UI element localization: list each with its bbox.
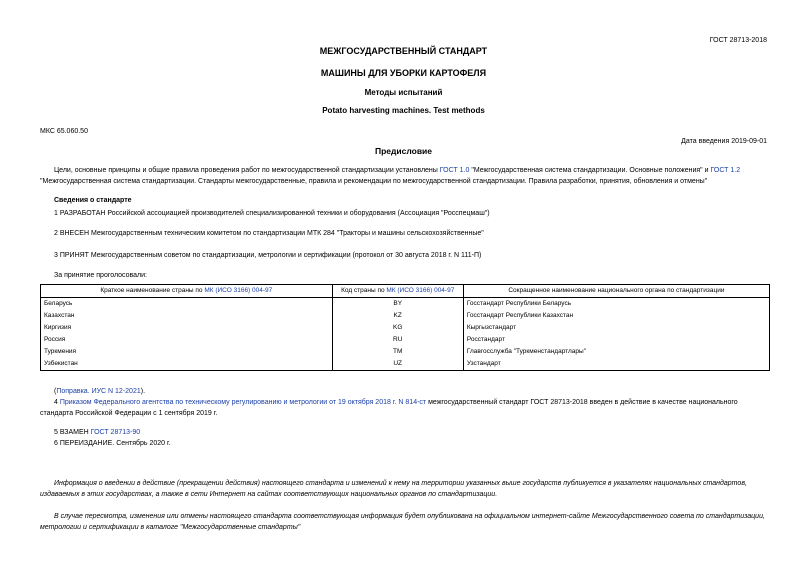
introduction-date: Дата введения 2019-09-01 — [681, 138, 767, 145]
preface-text: Цели, основные принципы и общие правила проведения работ по межгосударственной стандартизации установлены — [54, 167, 440, 174]
country-cell: Киргизия — [41, 322, 333, 334]
country-code-cell: RU — [332, 334, 463, 346]
table-header-row — [41, 285, 770, 298]
table-row — [41, 298, 770, 311]
table-row — [41, 334, 770, 346]
gost-1-2-link[interactable]: ГОСТ 1.2 — [710, 167, 741, 174]
standard-info-heading: Сведения о стандарте — [54, 197, 132, 204]
authority-cell: Главгосслужба "Туркменстандартлары" — [463, 346, 769, 358]
authority-cell: Кыргызстандарт — [463, 322, 769, 334]
publication-info: Информация о введении в действие (прекращении действия) настоящего стандарта и изменений к нему на территории указанных выше государств публикуется в указателях национальных стандартов, издаваемых в этих государствах, а также в сети Интернет на сайтах соответствующих национальных органов по стандартизации. — [40, 480, 747, 498]
amendment-link[interactable]: Поправка. ИУС N 12-2021 — [56, 388, 141, 395]
country-code-cell: KZ — [332, 310, 463, 322]
document-code: ГОСТ 28713-2018 — [709, 37, 767, 44]
mk-iso-link[interactable]: МК (ИСО 3166) 004-97 — [386, 287, 455, 294]
english-title: Potato harvesting machines. Test methods — [322, 106, 485, 115]
item-number: 4 — [54, 399, 60, 406]
table-row — [41, 310, 770, 322]
info-item-6: 6 ПЕРЕИЗДАНИЕ. Сентябрь 2020 г. — [54, 440, 171, 447]
preface-text: "Межгосударственная система стандартизации. Основные положения" и — [469, 167, 711, 174]
document-subtitle: Методы испытаний — [364, 88, 443, 97]
country-cell: Туркмения — [41, 346, 333, 358]
amendment-note — [54, 387, 145, 396]
info-item-3: 3 ПРИНЯТ Межгосударственным советом по стандартизации, метрологии и сертификации (протокол от 30 августа 2018 г. N 111-П) — [54, 252, 482, 259]
column-header-country — [41, 285, 333, 298]
item-text: 5 ВЗАМЕН — [54, 429, 91, 436]
preface-heading: Предисловие — [374, 146, 433, 156]
preface-paragraph — [40, 165, 770, 187]
authority-cell: Госстандарт Республики Беларусь — [463, 298, 769, 311]
info-item-4 — [40, 397, 770, 419]
standard-type: МЕЖГОСУДАРСТВЕННЫЙ СТАНДАРТ — [319, 46, 488, 56]
country-cell: Россия — [41, 334, 333, 346]
gost-28713-90-link[interactable]: ГОСТ 28713-90 — [90, 429, 141, 436]
country-cell: Беларусь — [41, 298, 333, 311]
preface-text: "Межгосударственная система стандартизации. Стандарты межгосударственные, правила и рекомендации по межгосударственной стандартизации. Правила разработки, принятия, обновления и отмены" — [40, 178, 708, 185]
authority-cell: Росстандарт — [463, 334, 769, 346]
item-text: межгосударственный стандарт ГОСТ 28713-2018 введен в действие в качестве национального стандарта Российской Федерации с 1 сентября 2019 г. — [40, 399, 738, 417]
mks-code: МКС 65.060.50 — [40, 128, 88, 135]
country-code-cell: BY — [332, 298, 463, 311]
gost-1-0-link[interactable]: ГОСТ 1.0 — [439, 167, 470, 174]
amendment-paren: ). — [140, 388, 146, 395]
country-code-cell: UZ — [332, 358, 463, 371]
table-row — [41, 346, 770, 358]
country-cell: Казахстан — [41, 310, 333, 322]
column-header-code — [332, 285, 463, 298]
voting-countries-table — [40, 284, 770, 371]
info-item-1: 1 РАЗРАБОТАН Российской ассоциацией производителей специализированной техники и оборудования (Ассоциация "Росспецмаш") — [54, 210, 490, 217]
document-title: МАШИНЫ ДЛЯ УБОРКИ КАРТОФЕЛЯ — [320, 68, 487, 78]
info-item-2: 2 ВНЕСЕН Межгосударственным техническим комитетом по стандартизации МТК 284 "Тракторы и машины сельскохозяйственные" — [54, 230, 484, 237]
mk-iso-link[interactable]: МК (ИСО 3166) 004-97 — [204, 287, 273, 294]
table-row — [41, 322, 770, 334]
info-item-5 — [54, 428, 140, 437]
order-link[interactable]: Приказом Федерального агентства по техническому регулированию и метрологии от 19 октября 2018 г. N 814-ст — [59, 399, 427, 406]
amendment-paren: ( — [54, 388, 57, 395]
table-row — [41, 358, 770, 371]
column-header-authority: Сокращенное наименование национального органа по стандартизации — [463, 285, 769, 298]
authority-cell: Госстандарт Республики Казахстан — [463, 310, 769, 322]
revision-info: В случае пересмотра, изменения или отмены настоящего стандарта соответствующая информация будет опубликована на официальном интернет-сайте Межгосударственного совета по стандартизации, метрологии и сертификации в каталоге "Межгосударственные стандарты" — [40, 513, 765, 531]
header-text: Код страны по — [341, 287, 387, 294]
country-cell: Узбекистан — [41, 358, 333, 371]
header-text: Краткое наименование страны по — [100, 287, 205, 294]
country-code-cell: KG — [332, 322, 463, 334]
voted-label: За принятие проголосовали: — [54, 272, 147, 279]
authority-cell: Узстандарт — [463, 358, 769, 371]
country-code-cell: TM — [332, 346, 463, 358]
